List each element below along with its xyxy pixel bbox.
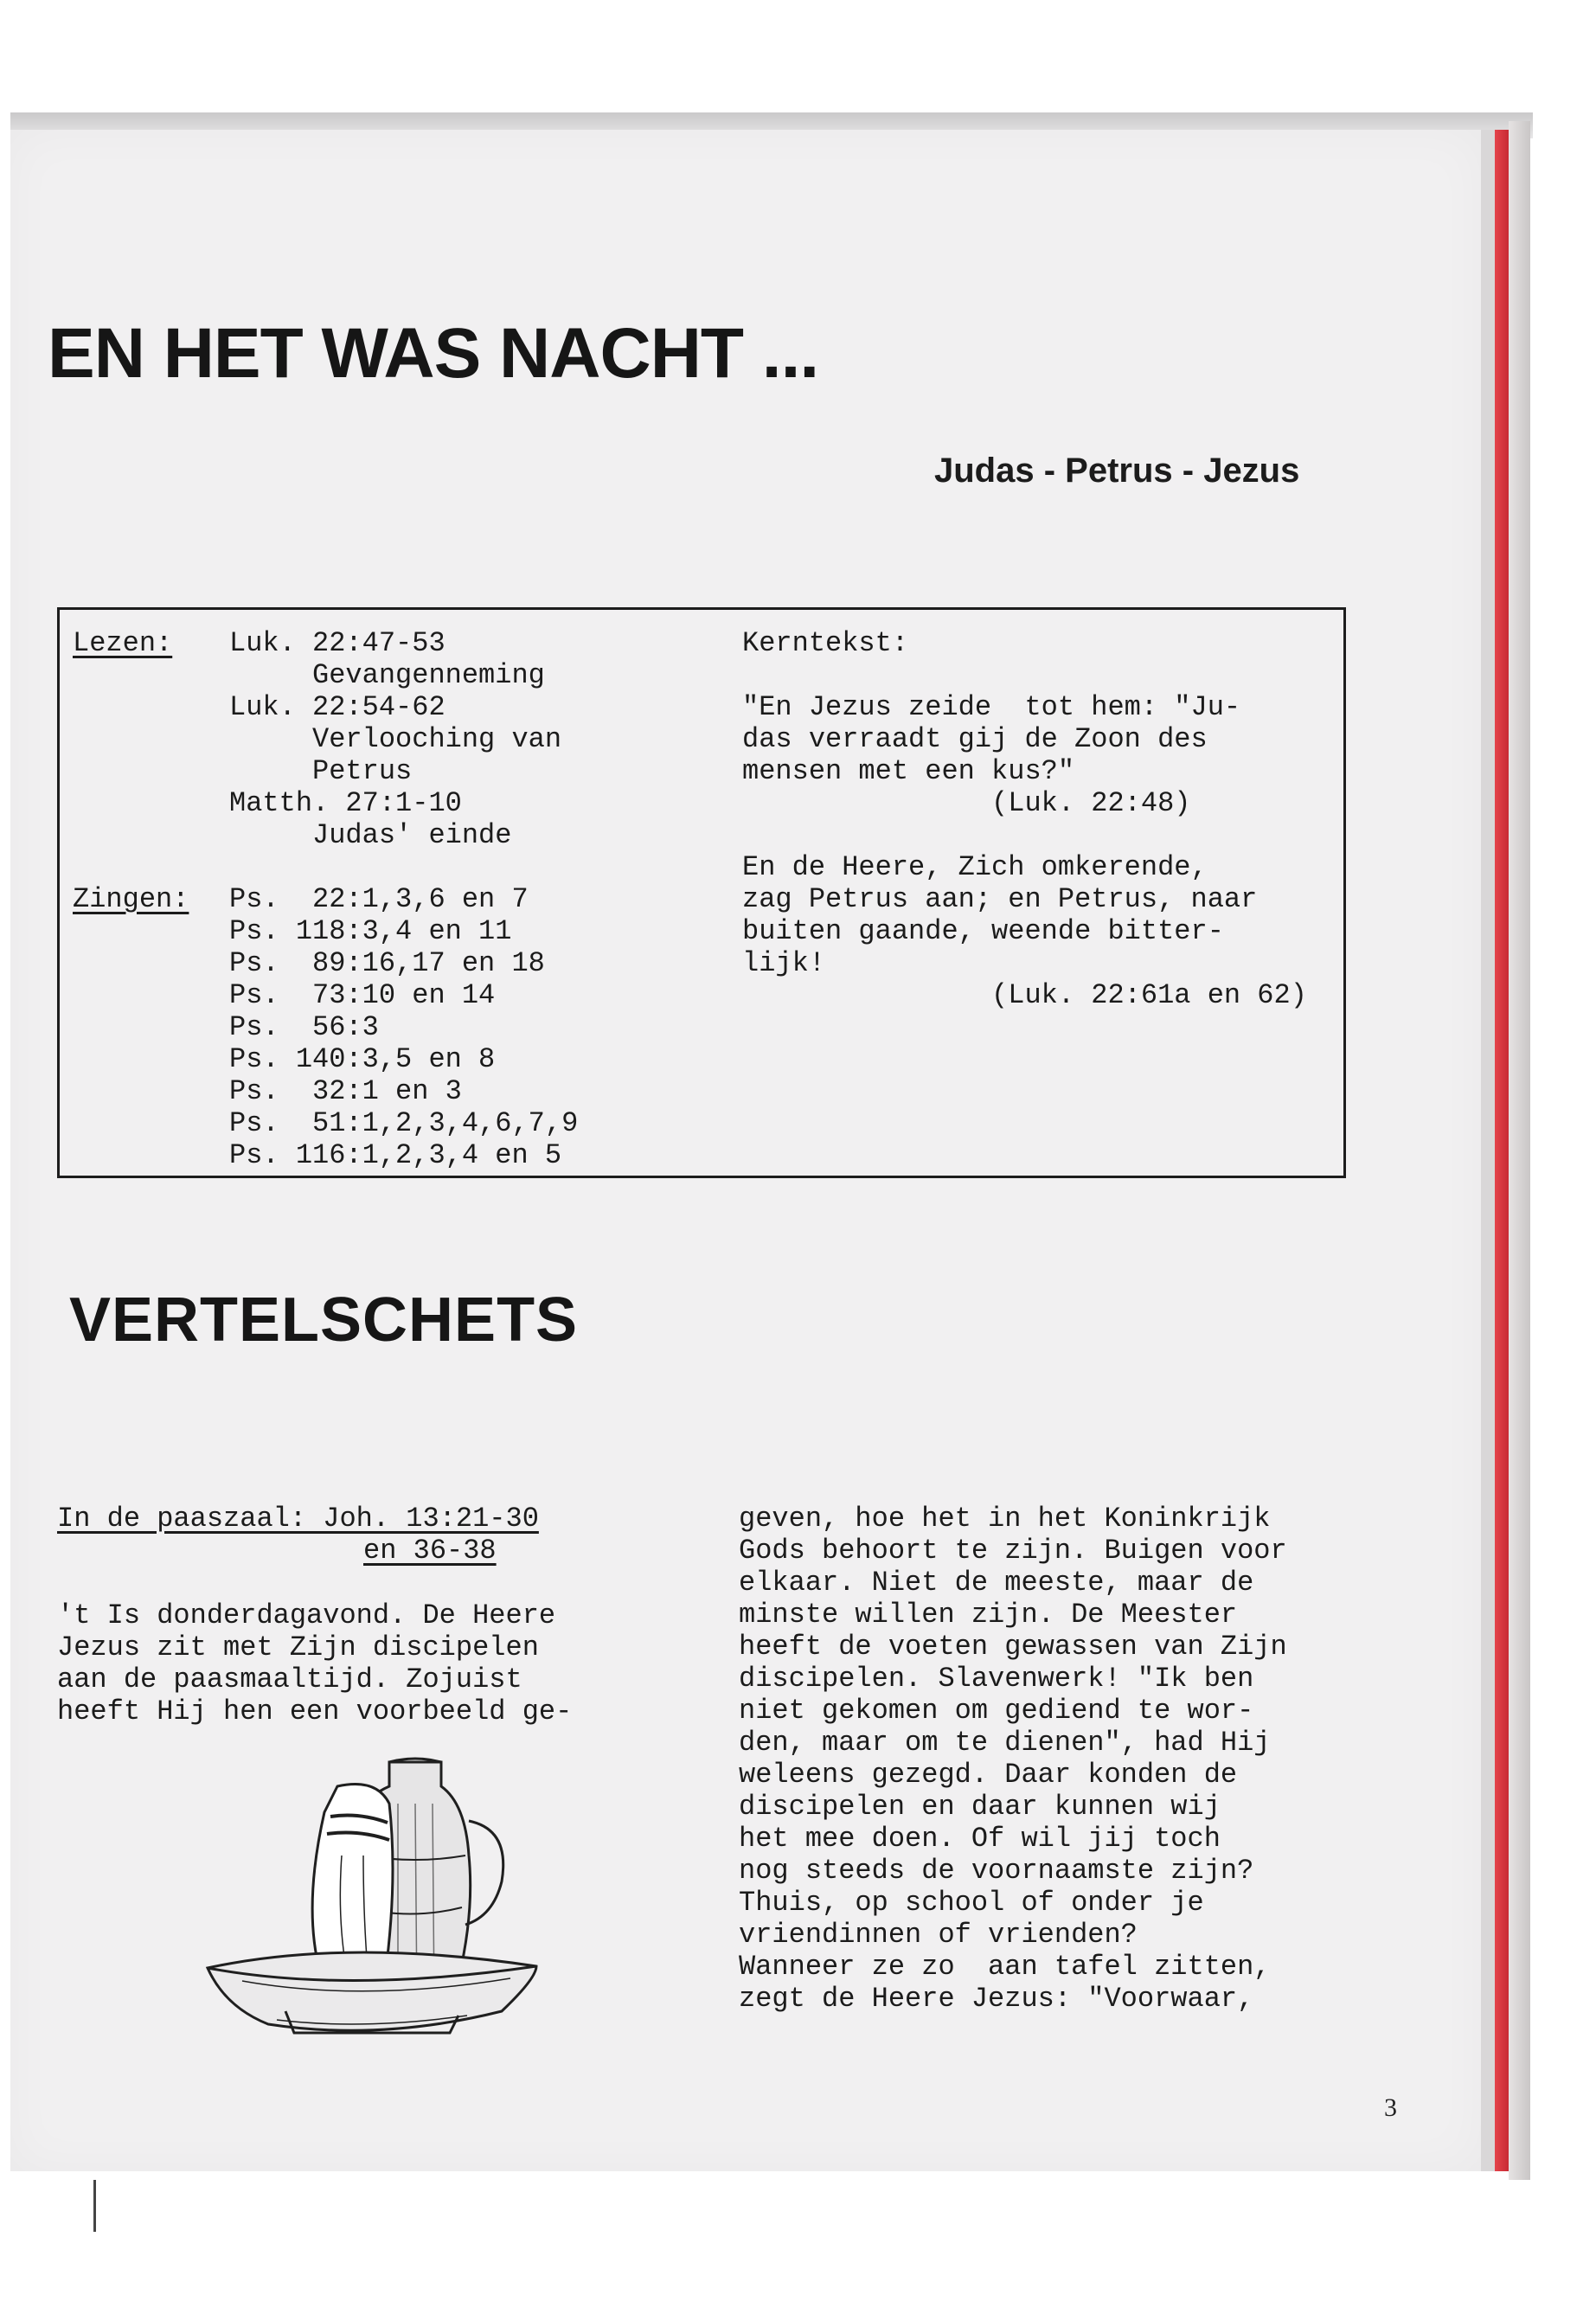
lezen-line: Judas' einde xyxy=(229,819,512,851)
scan-mark xyxy=(93,2180,96,2232)
lezen-line: Luk. 22:54-62 xyxy=(229,691,445,723)
paragraph-line: niet gekomen om gediend te wor- xyxy=(739,1695,1254,1727)
kerntekst-line: das verraadt gij de Zoon des xyxy=(742,723,1208,755)
paragraph-line: Gods behoort te zijn. Buigen voor xyxy=(739,1535,1287,1567)
paragraph-line: aan de paasmaaltijd. Zojuist xyxy=(57,1663,522,1695)
lezen-label: Lezen: xyxy=(73,627,173,659)
kerntekst-line: lijk! xyxy=(742,947,826,979)
jug-and-washbasin-illustration xyxy=(190,1752,606,2046)
book-cover-edge xyxy=(1509,121,1530,2180)
paragraph-line: minste willen zijn. De Meester xyxy=(739,1599,1238,1631)
kerntekst-line: "En Jezus zeide tot hem: "Ju- xyxy=(742,691,1241,723)
kerntekst-line: buiten gaande, weende bitter- xyxy=(742,915,1224,947)
lezen-line: Verlooching van xyxy=(229,723,562,755)
paragraph-line: geven, hoe het in het Koninkrijk xyxy=(739,1503,1271,1535)
section-heading: VERTELSCHETS xyxy=(69,1285,579,1355)
subheading-continued: en 36-38 xyxy=(363,1535,497,1567)
kerntekst-line: En de Heere, Zich omkerende, xyxy=(742,851,1208,883)
zingen-line: Ps. 56:3 xyxy=(229,1011,379,1043)
zingen-line: Ps. 118:3,4 en 11 xyxy=(229,915,512,947)
page-number: 3 xyxy=(1384,2093,1397,2122)
lezen-line: Petrus xyxy=(229,755,413,787)
zingen-line: Ps. 32:1 en 3 xyxy=(229,1075,462,1107)
paragraph-line: het mee doen. Of wil jij toch xyxy=(739,1823,1221,1855)
page-title: EN HET WAS NACHT ... xyxy=(48,314,819,393)
subheading: In de paaszaal: Joh. 13:21-30 xyxy=(57,1503,539,1535)
paragraph-line: discipelen en daar kunnen wij xyxy=(739,1791,1221,1823)
paragraph-line: heeft Hij hen een voorbeeld ge- xyxy=(57,1695,573,1727)
lezen-line: Gevangenneming xyxy=(229,659,545,691)
zingen-line: Ps. 89:16,17 en 18 xyxy=(229,947,545,979)
kerntekst-reference: (Luk. 22:48) xyxy=(742,787,1191,819)
kerntekst-label: Kerntekst: xyxy=(742,627,909,659)
kerntekst-line: mensen met een kus?" xyxy=(742,755,1075,787)
paragraph-line: Jezus zit met Zijn discipelen xyxy=(57,1631,539,1663)
zingen-line: Ps. 73:10 en 14 xyxy=(229,979,496,1011)
zingen-label: Zingen: xyxy=(73,883,189,915)
zingen-line: Ps. 22:1,3,6 en 7 xyxy=(229,883,529,915)
paragraph-line: Wanneer ze zo aan tafel zitten, xyxy=(739,1951,1271,1983)
paragraph-line: Thuis, op school of onder je xyxy=(739,1887,1204,1919)
kerntekst-line: zag Petrus aan; en Petrus, naar xyxy=(742,883,1258,915)
kerntekst-reference: (Luk. 22:61a en 62) xyxy=(742,979,1307,1011)
paragraph-line: den, maar om te dienen", had Hij xyxy=(739,1727,1271,1759)
lezen-line: Matth. 27:1-10 xyxy=(229,787,462,819)
zingen-line: Ps. 51:1,2,3,4,6,7,9 xyxy=(229,1107,579,1139)
zingen-line: Ps. 140:3,5 en 8 xyxy=(229,1043,496,1075)
paragraph-line: discipelen. Slavenwerk! "Ik ben xyxy=(739,1663,1254,1695)
paragraph-line: nog steeds de voornaamste zijn? xyxy=(739,1855,1254,1887)
paragraph-line: vriendinnen of vrienden? xyxy=(739,1919,1138,1951)
page-subtitle: Judas - Petrus - Jezus xyxy=(934,452,1300,490)
paragraph-line: heeft de voeten gewassen van Zijn xyxy=(739,1631,1287,1663)
paragraph-line: 't Is donderdagavond. De Heere xyxy=(57,1599,556,1631)
paragraph-line: elkaar. Niet de meeste, maar de xyxy=(739,1567,1254,1599)
red-book-edge xyxy=(1495,130,1509,2171)
paragraph-line: zegt de Heere Jezus: "Voorwaar, xyxy=(739,1983,1254,2015)
lezen-line: Luk. 22:47-53 xyxy=(229,627,445,659)
paragraph-line: weleens gezegd. Daar konden de xyxy=(739,1759,1238,1791)
zingen-line: Ps. 116:1,2,3,4 en 5 xyxy=(229,1139,562,1171)
